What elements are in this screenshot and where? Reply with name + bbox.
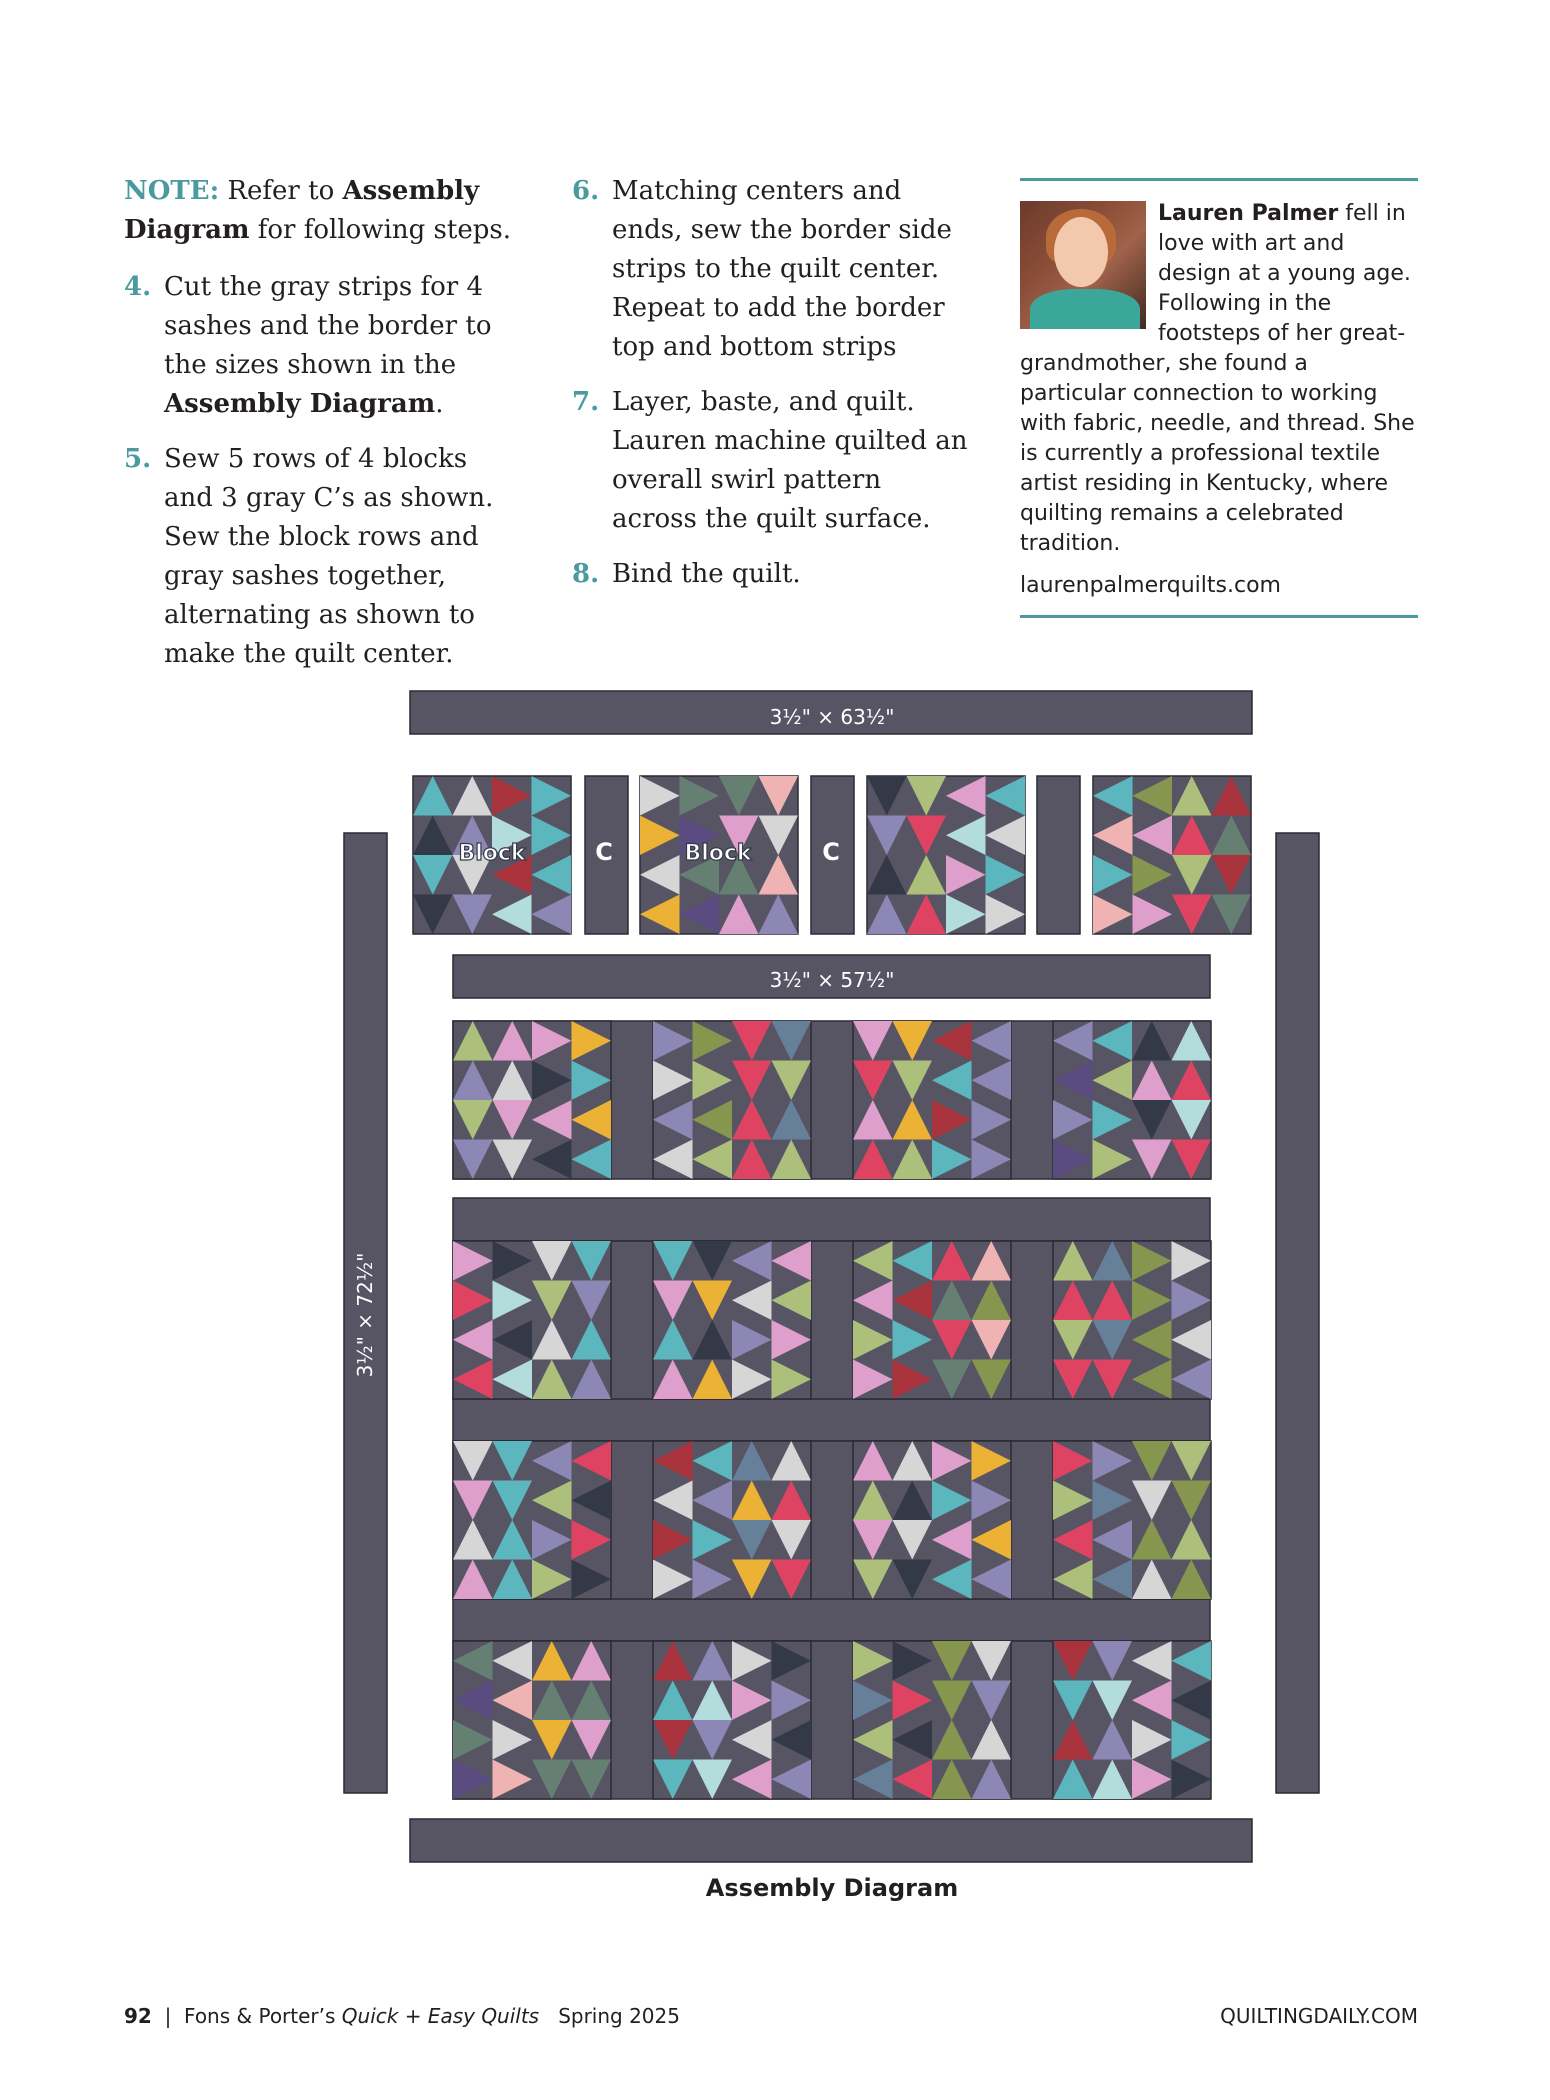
footer-website[interactable]: QUILTINGDAILY.COM xyxy=(1220,2004,1418,2028)
magazine-title: Quick + Easy Quilts xyxy=(341,2004,540,2028)
step-8: 8. Bind the quilt. xyxy=(572,559,801,589)
step-7: 7. Layer, baste, and quilt. Lauren machine quilted an overall swirl pattern across the quilt surface. xyxy=(572,387,968,534)
page-number: 92 xyxy=(124,2004,152,2028)
right-border-strip xyxy=(1276,833,1319,1793)
step-4: 4. Cut the gray strips for 4 sashes and the border to the sizes shown in the Assembly Diagram. xyxy=(124,272,492,419)
sash-strip xyxy=(453,1198,1210,1241)
designer-name: Lauren Palmer xyxy=(1158,201,1339,226)
sash-strip xyxy=(453,1598,1210,1641)
diagram-caption: Assembly Diagram xyxy=(705,1874,959,1902)
sash-label: 3½" × 57½" xyxy=(769,968,895,992)
bottom-border-strip xyxy=(410,1819,1252,1862)
designer-website[interactable]: laurenpalmerquilts.com xyxy=(1020,573,1281,598)
step-6: 6. Matching centers and ends, sew the border side strips to the quilt center. Repeat to add the border top and bottom strips xyxy=(572,176,952,362)
sash-strip xyxy=(453,1398,1210,1441)
block-label-1: Block xyxy=(458,841,526,866)
designer-bio-text: fell in love with art and design at a young age. Following in the footsteps of her great-grandmother, she found a particular connection to working with fabric, needle, and thread. She is currently a professional textile artist residing in Kentucky, where quilting remains a celebrated tradition. xyxy=(1020,201,1415,556)
c-label-1: C xyxy=(595,838,613,866)
magazine-name: Fons & Porter’s xyxy=(184,2004,342,2028)
note-paragraph: NOTE: Refer to Assembly Diagram for following steps. xyxy=(124,176,511,245)
step-5: 5. Sew 5 rows of 4 blocks and 3 gray C’s as shown. Sew the block rows and gray sashes together, alternating as shown to make the quilt center. xyxy=(124,444,494,669)
top-border-label: 3½" × 63½" xyxy=(769,705,895,729)
page-footer: 92 | Fons & Porter’s Quick + Easy Quilts Spring 2025 xyxy=(124,2004,680,2028)
side-border-label: 3½" × 72½" xyxy=(353,1252,377,1378)
issue-date: Spring 2025 xyxy=(558,2004,680,2028)
c-strip xyxy=(1037,776,1080,934)
c-label-2: C xyxy=(822,838,840,866)
block-label-2: Block xyxy=(684,841,752,866)
